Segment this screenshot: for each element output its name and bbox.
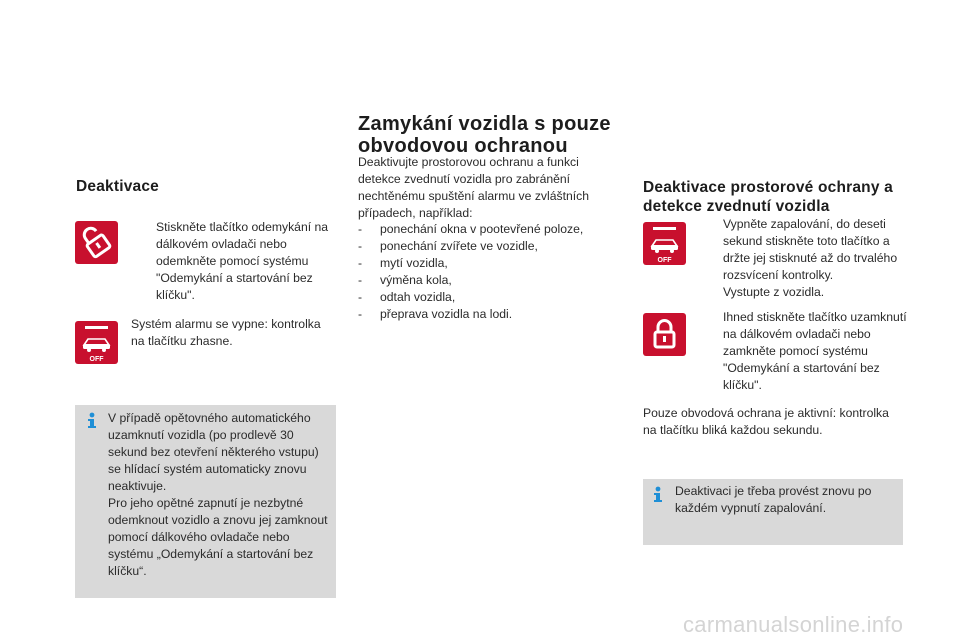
info-icon — [652, 486, 664, 503]
list-item: - přeprava vozidla na lodi. — [358, 307, 513, 321]
info-icon — [86, 412, 98, 429]
step-lock-text: Ihned stiskněte tlačítko uzamknutí na dálkovém ovladači nebo zamkněte pomocí systému "Odemykání a startování bez klíčku". — [723, 310, 907, 392]
watermark: carmanualsonline.info — [683, 612, 904, 637]
step-unlock-text: Stiskněte tlačítko odemykání na dálkovém ovladači nebo odemkněte pomocí systému "Odemykání a startování bez klíčku". — [156, 220, 329, 302]
list-item: - ponechání zvířete ve vozidle, — [358, 239, 538, 253]
off-label: OFF — [89, 356, 104, 363]
list-item: - mytí vozidla, — [358, 256, 448, 270]
step-lock — [697, 309, 907, 394]
step-ignition-off — [697, 216, 907, 301]
info-text-left: V případě opětovného automatického uzamknutí vozidla (po prodlevě 30 sekund bez otevření některého vstupu) se hlídací systém automaticky znovu neaktivuje. Pro jeho opětné zapnutí je nezbytné odemknout vozidlo a znovu jej zamknout pomocí dálkového ovladače nebo systému „Odemykání a startování bez klíčku“. — [108, 411, 328, 578]
section-heading-deactivation: Deaktivace — [76, 178, 160, 195]
section-heading-interior: Deaktivace prostorové ochrany a detekce zvednutí vozidla — [643, 179, 893, 215]
unlock-button-icon — [75, 221, 118, 264]
lock-button-icon — [643, 313, 686, 356]
list-item: - ponechání okna v pootevřené poloze, — [358, 222, 584, 236]
list-item: - výměna kola, — [358, 273, 452, 287]
intro-text: Deaktivujte prostorovou ochranu a funkci detekce zvednutí vozidla pro zabránění nechtěnému spuštění alarmu ve zvláštních případech, například: — [358, 155, 590, 220]
perimeter-status: Pouze obvodová ochrana je aktivní: kontrolka na tlačítku bliká každou sekundu. — [643, 406, 889, 437]
list-item: - odtah vozidla, — [358, 290, 456, 304]
step-unlock — [130, 219, 330, 304]
page-title: Zamykání vozidla s pouze obvodovou ochranou — [358, 113, 611, 157]
situations-list — [358, 221, 604, 323]
interior-off-button-icon — [643, 222, 686, 265]
info-text-right: Deaktivaci je třeba provést znovu po každém vypnutí zapalování. — [675, 484, 872, 515]
step-exit-text: Vystupte z vozidla. — [723, 285, 825, 299]
alarm-off-status: Systém alarmu se vypne: kontrolka na tlačítku zhasne. — [131, 317, 321, 348]
alarm-off-button-icon — [75, 321, 118, 364]
off-label: OFF — [657, 257, 672, 264]
step-ignition-off-text: Vypněte zapalování, do deseti sekund stiskněte toto tlačítko a držte jej stisknuté až do trvalého rozsvícení kontrolky. — [723, 217, 898, 282]
